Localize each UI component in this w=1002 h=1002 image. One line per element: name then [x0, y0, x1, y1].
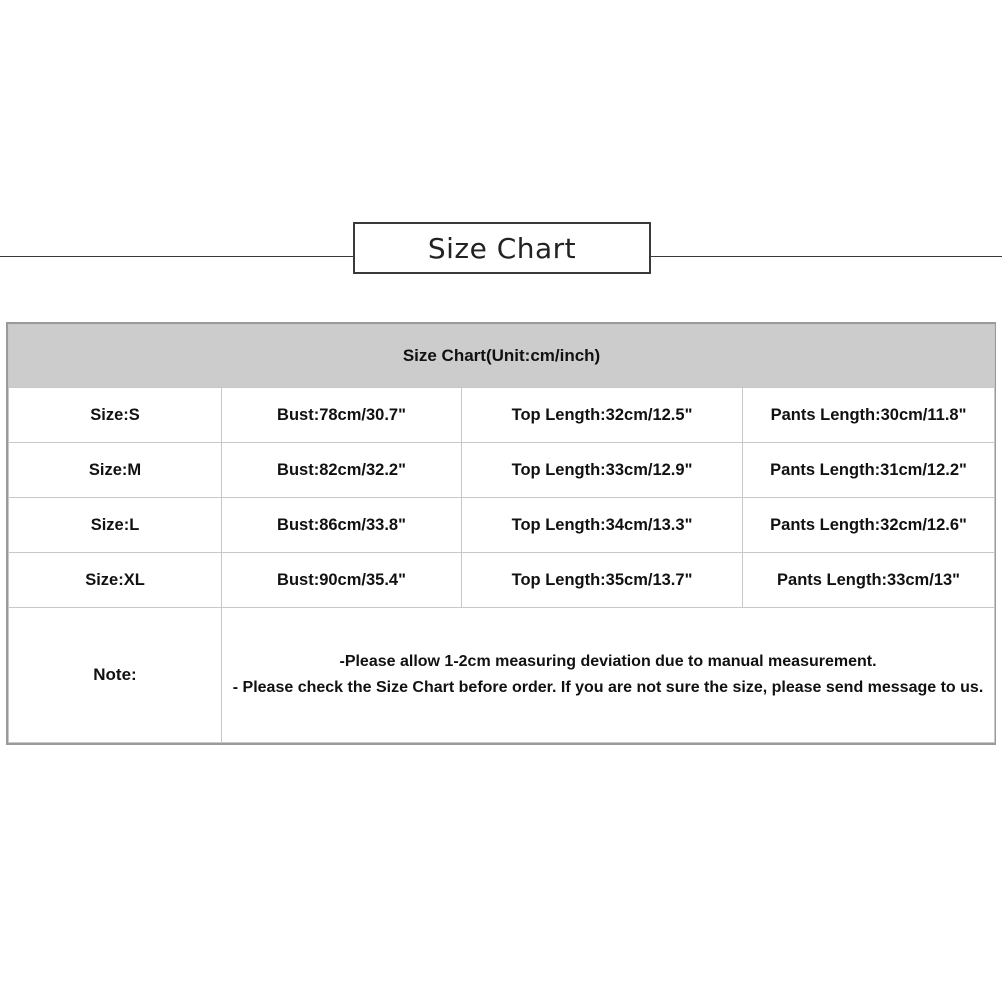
table-row — [9, 443, 995, 498]
note-line-1: -Please allow 1-2cm measuring deviation due to manual measurement. — [339, 653, 877, 671]
cell-top-length: Top Length:33cm/12.9" — [462, 443, 743, 498]
cell-size: Size:M — [9, 443, 222, 498]
size-chart-table-container — [6, 322, 996, 745]
banner-title-box — [353, 222, 651, 274]
table-note-row — [9, 608, 995, 743]
cell-bust: Bust:90cm/35.4" — [222, 553, 462, 608]
page-title: Size Chart — [427, 231, 577, 265]
cell-top-length: Top Length:34cm/13.3" — [462, 498, 743, 553]
table-header-title: Size Chart(Unit:cm/inch) — [9, 325, 995, 388]
note-text — [222, 608, 995, 743]
table-row — [9, 388, 995, 443]
cell-size: Size:S — [9, 388, 222, 443]
cell-pants-length: Pants Length:32cm/12.6" — [743, 498, 995, 553]
cell-bust: Bust:86cm/33.8" — [222, 498, 462, 553]
note-line-2: - Please check the Size Chart before order. If you are not sure the size, please send message to us. — [232, 679, 984, 696]
table-header-row — [9, 325, 995, 388]
table-row — [9, 553, 995, 608]
cell-size: Size:L — [9, 498, 222, 553]
size-chart-table — [8, 324, 995, 743]
cell-pants-length: Pants Length:31cm/12.2" — [743, 443, 995, 498]
cell-size: Size:XL — [9, 553, 222, 608]
note-label: Note: — [9, 608, 222, 743]
cell-pants-length: Pants Length:30cm/11.8" — [743, 388, 995, 443]
header-banner — [0, 222, 1002, 292]
cell-top-length: Top Length:35cm/13.7" — [462, 553, 743, 608]
cell-bust: Bust:78cm/30.7" — [222, 388, 462, 443]
cell-bust: Bust:82cm/32.2" — [222, 443, 462, 498]
cell-pants-length: Pants Length:33cm/13" — [743, 553, 995, 608]
table-row — [9, 498, 995, 553]
cell-top-length: Top Length:32cm/12.5" — [462, 388, 743, 443]
